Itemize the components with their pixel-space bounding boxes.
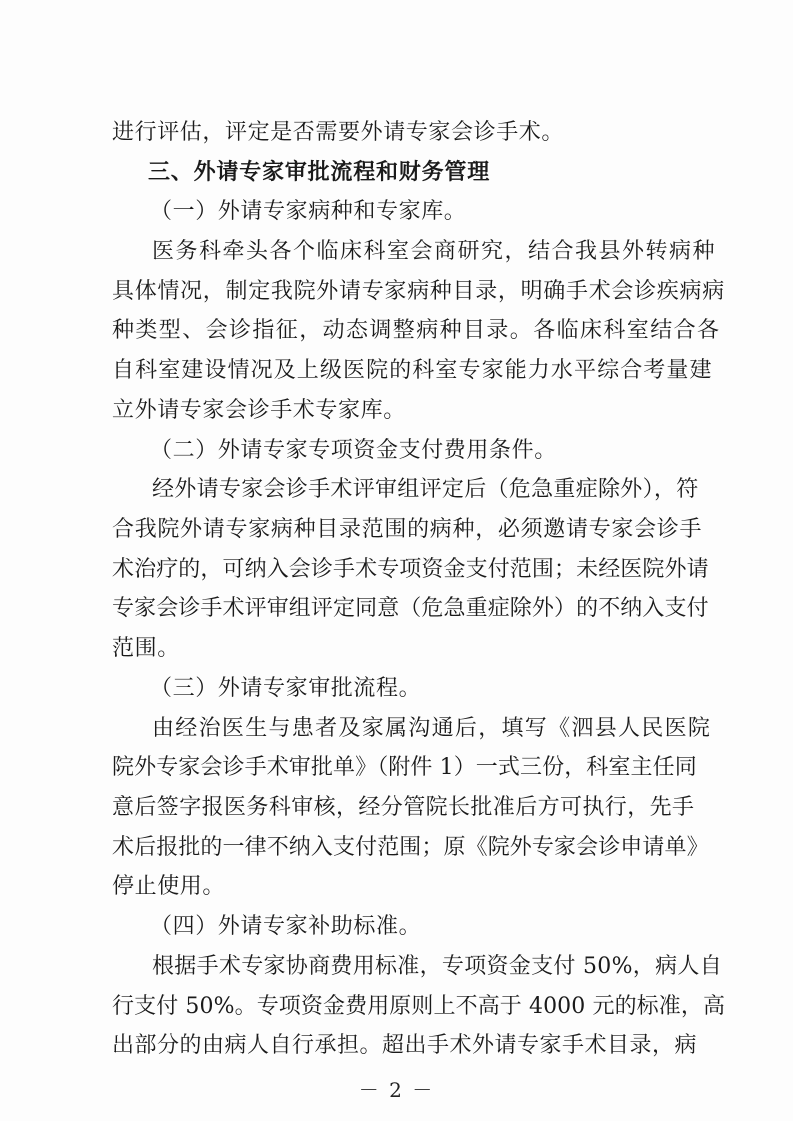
text-line: 经外请专家会诊手术评审组评定后（危急重症除外），符 (152, 477, 699, 502)
text-line: 意后签字报医务科审核，经分管院长批准后方可执行，先手 (112, 795, 695, 820)
text-line: 院外专家会诊手术审批单》（附件 1）一式三份，科室主任同 (112, 755, 697, 780)
subsection-heading: （三）外请专家审批流程。 (150, 676, 422, 701)
text-line: 停止使用。 (112, 874, 226, 899)
subsection-heading: （二）外请专家专项资金支付费用条件。 (150, 438, 557, 463)
text-line: 范围。 (112, 636, 180, 661)
text-line: 合我院外请专家病种目录范围的病种，必须邀请专家会诊手 (112, 517, 703, 542)
text-line: 术治疗的，可纳入会诊手术专项资金支付范围；未经医院外请 (112, 557, 709, 582)
text-line: 具体情况，制定我院外请专家病种目录，明确手术会诊疾病病 (112, 279, 725, 304)
text-line: 根据手术专家协商费用标准，专项资金支付 50%，病人自 (152, 954, 722, 979)
text-line: 自科室建设情况及上级医院的科室专家能力水平综合考量建 (112, 358, 713, 383)
page-number: － 2 － (358, 1078, 435, 1102)
text-line: 出部分的由病人自行承担。超出手术外请专家手术目录，病 (112, 1033, 698, 1058)
subsection-heading: （一）外请专家病种和专家库。 (150, 199, 467, 224)
text-line: 进行评估，评定是否需要外请专家会诊手术。 (112, 120, 565, 145)
subsection-heading: （四）外请专家补助标准。 (150, 914, 422, 939)
text-line: 立外请专家会诊手术专家库。 (112, 398, 406, 423)
text-line: 术后报批的一律不纳入支付范围；原《院外专家会诊申请单》 (112, 835, 709, 860)
text-line: 专家会诊手术评审组评定同意（危急重症除外）的不纳入支付 (112, 596, 709, 621)
section-heading: 三、外请专家审批流程和财务管理 (148, 159, 491, 185)
text-line: 由经治医生与患者及家属沟通后，填写《泗县人民医院 (152, 716, 712, 741)
text-line: 医务科牵头各个临床科室会商研究，结合我县外转病种 (152, 239, 717, 264)
text-line: 行支付 50%。专项资金费用原则上不高于 4000 元的标准，高 (112, 994, 726, 1019)
text-line: 种类型、会诊指征，动态调整病种目录。各临床科室结合各 (112, 318, 721, 343)
